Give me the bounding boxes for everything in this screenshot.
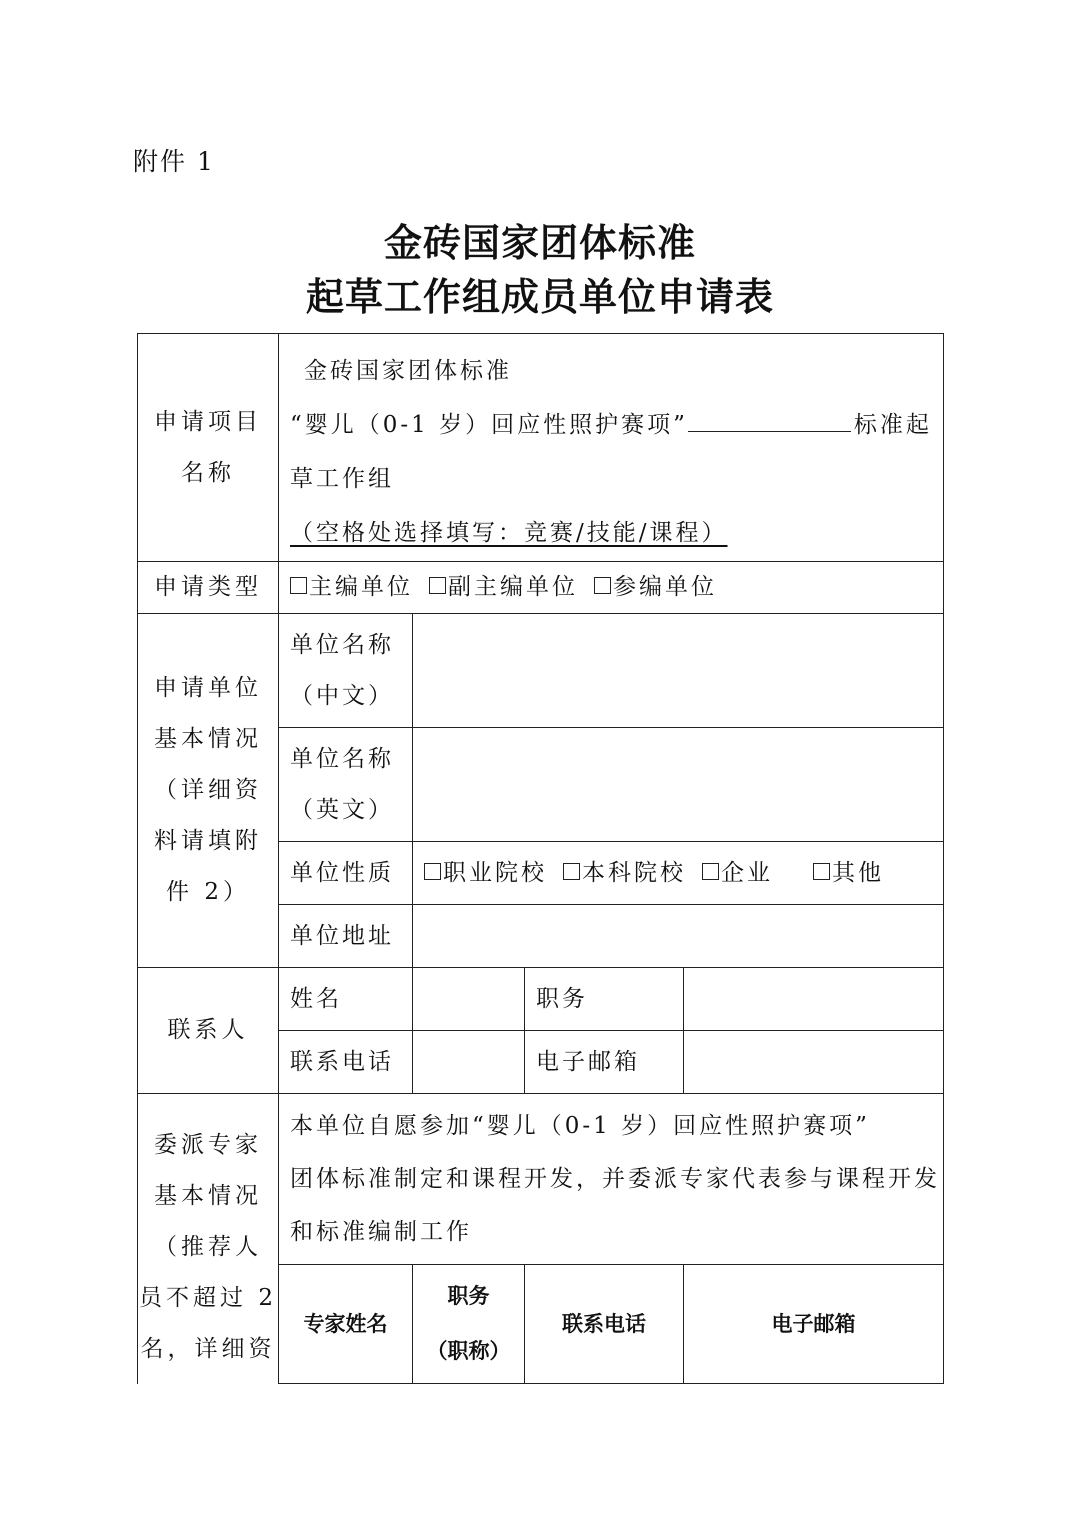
contact-label: 联系人 — [138, 968, 279, 1094]
checkbox-icon[interactable] — [702, 863, 719, 880]
unit-name-en-label: 单位名称 （英文） — [279, 728, 413, 842]
contact-email-field[interactable] — [684, 1031, 944, 1094]
document-title-line2: 起草工作组成员单位申请表 — [305, 275, 774, 319]
unit-address-field[interactable] — [413, 905, 944, 968]
apply-type-row — [138, 562, 944, 614]
option-other[interactable]: 其他 — [813, 860, 884, 886]
unit-name-cn-label: 单位名称 （中文） — [279, 614, 413, 728]
option-chief-editor[interactable]: 主编单位 — [290, 574, 413, 600]
declaration-line1: 本单位自愿参加“婴儿（0-1 岁）回应性照护赛项” — [290, 1112, 870, 1139]
declaration-line3: 和标准编制工作 — [290, 1218, 472, 1245]
unit-label: 申请单位 基本情况 （详细资 料请填附 件 2） — [138, 614, 279, 968]
unit-name-en-field[interactable] — [413, 728, 944, 842]
project-note: （空格处选择填写：竞赛/技能/课程） — [290, 520, 728, 546]
option-enterprise[interactable]: 企业 — [702, 860, 773, 886]
checkbox-icon[interactable] — [290, 577, 307, 594]
checkbox-icon[interactable] — [563, 863, 580, 880]
contact-phone-label: 联系电话 — [279, 1031, 413, 1094]
project-label: 申请项目 名称 — [138, 334, 279, 562]
checkbox-icon[interactable] — [594, 577, 611, 594]
declaration-line2: 团体标准制定和课程开发，并委派专家代表参与课程开发 — [290, 1165, 940, 1192]
project-row — [138, 334, 944, 562]
project-name-cell — [279, 334, 944, 562]
checkbox-icon[interactable] — [429, 577, 446, 594]
option-participant[interactable]: 参编单位 — [594, 574, 717, 600]
attachment-label: 附件 1 — [133, 147, 215, 176]
expert-name-header: 专家姓名 — [279, 1265, 413, 1384]
apply-type-label: 申请类型 — [138, 562, 279, 614]
contact-position-label: 职务 — [525, 968, 684, 1031]
unit-address-label: 单位地址 — [279, 905, 413, 968]
contact-name-label: 姓名 — [279, 968, 413, 1031]
application-form — [137, 333, 944, 1384]
contact-row-1 — [138, 968, 944, 1031]
checkbox-icon[interactable] — [424, 863, 441, 880]
expert-position-header: 职务 （职称） — [413, 1265, 525, 1384]
apply-type-options — [279, 562, 944, 614]
option-vocational[interactable]: 职业院校 — [424, 860, 547, 886]
option-deputy-editor[interactable]: 副主编单位 — [429, 574, 578, 600]
expert-declaration-row — [138, 1094, 944, 1265]
unit-nature-label: 单位性质 — [279, 842, 413, 905]
expert-email-header: 电子邮箱 — [684, 1265, 944, 1384]
document-title-line1: 金砖国家团体标准 — [383, 221, 696, 265]
contact-phone-field[interactable] — [413, 1031, 525, 1094]
project-text-line3: 草工作组 — [290, 466, 394, 492]
unit-name-cn-field[interactable] — [413, 614, 944, 728]
contact-name-field[interactable] — [413, 968, 525, 1031]
contact-position-field[interactable] — [684, 968, 944, 1031]
competition-type-blank[interactable] — [688, 407, 851, 432]
checkbox-icon[interactable] — [813, 863, 830, 880]
option-undergraduate[interactable]: 本科院校 — [563, 860, 686, 886]
unit-name-cn-row — [138, 614, 944, 728]
application-table — [137, 333, 944, 1384]
unit-nature-options — [413, 842, 944, 905]
expert-label: 委派专家 基本情况 （推荐人 员不超过 2 名，详细资 — [138, 1094, 279, 1384]
project-text-line2: “婴儿（0-1 岁）回应性照护赛项” 标准起 — [290, 398, 943, 452]
project-text-line1: 金砖国家团体标准 — [304, 358, 512, 384]
contact-email-label: 电子邮箱 — [525, 1031, 684, 1094]
expert-declaration — [279, 1094, 944, 1265]
expert-phone-header: 联系电话 — [525, 1265, 684, 1384]
